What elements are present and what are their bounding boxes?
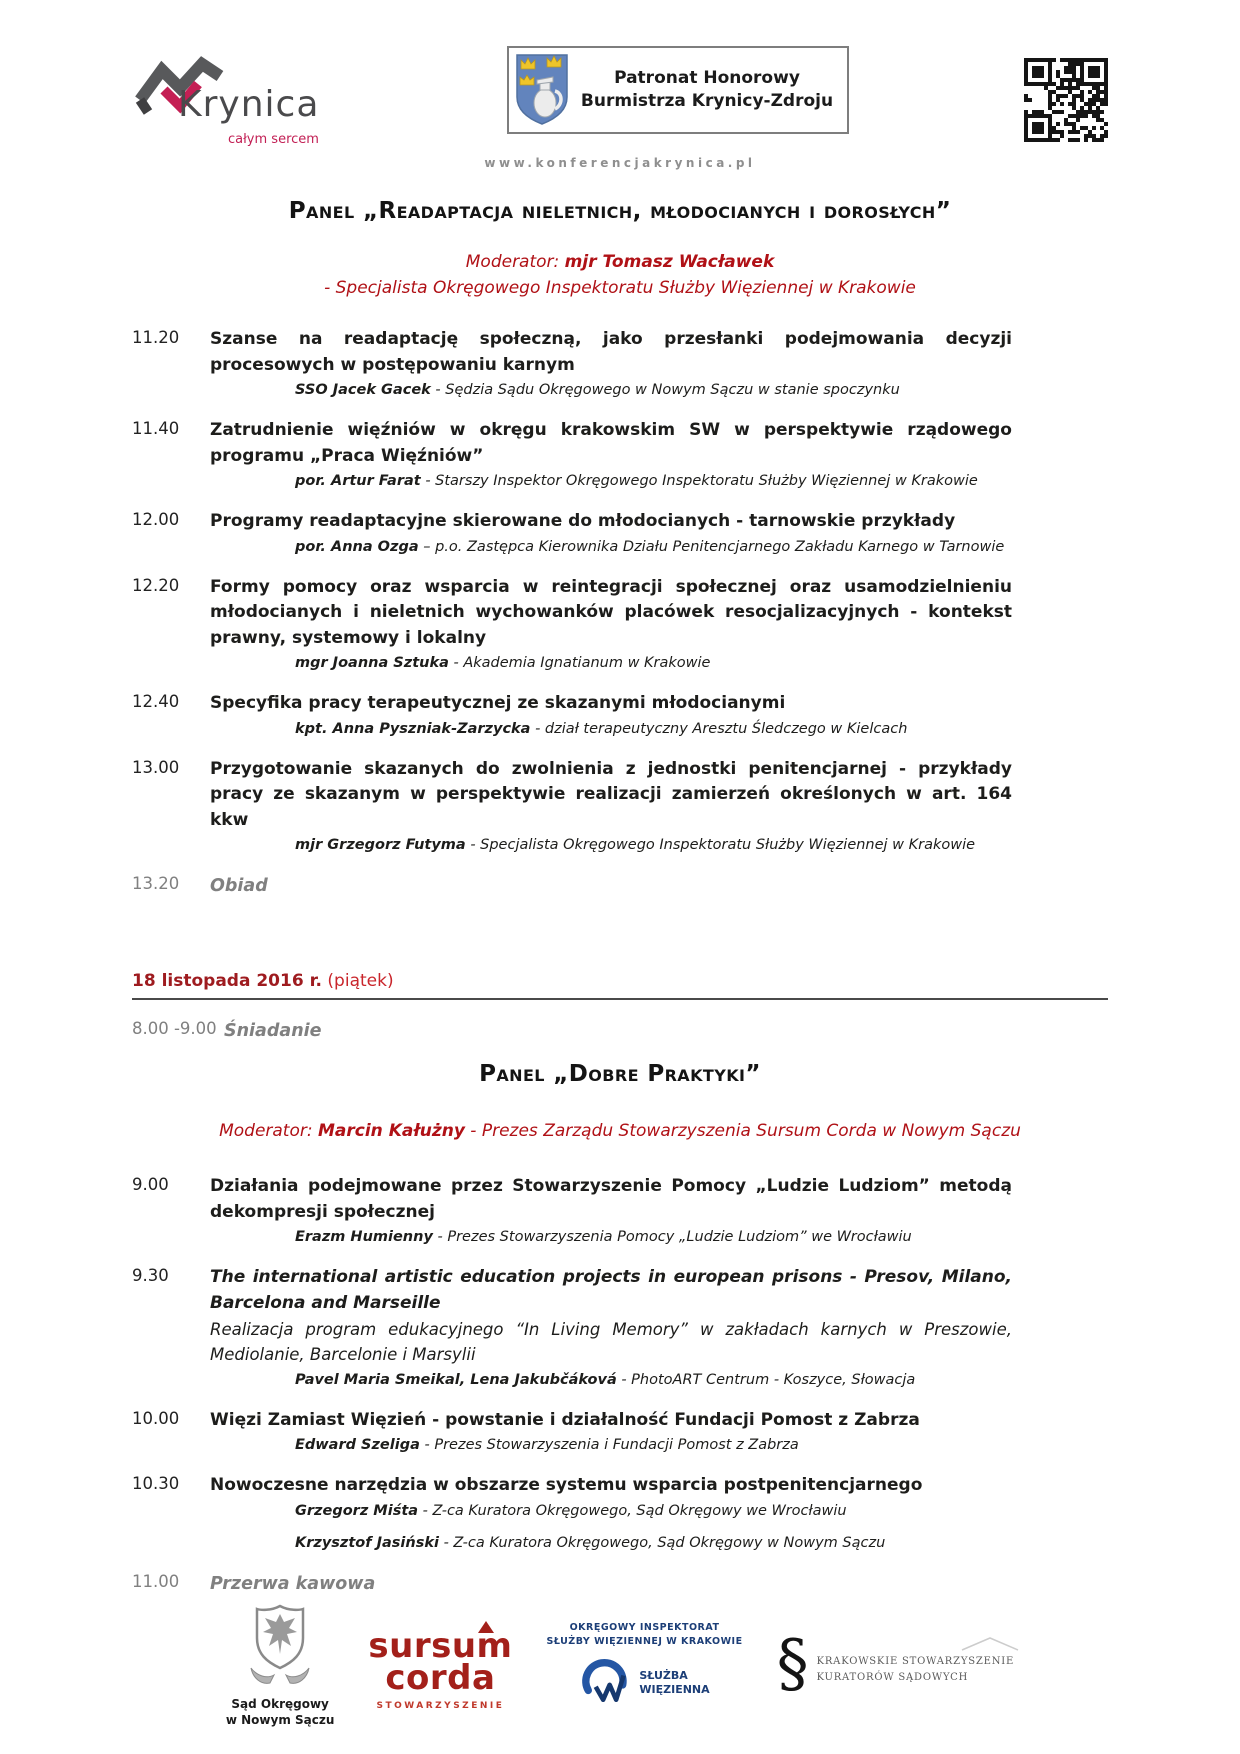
schedule-item [132,418,1108,489]
qr-code [1024,58,1108,142]
panel1-title: Panel „Readaptacja nieletnich, młodocianych i dorosłych” [288,198,952,224]
panel1-moderator [132,250,1108,301]
item-time: 13.20 [132,874,180,893]
court-eagle-icon [245,1602,315,1690]
corda-text: corda [385,1657,496,1698]
item-time: 12.20 [132,575,180,595]
item-speaker: Edward Szeliga - Prezes Stowarzyszenia i Fundacji Pomost z Zabrza [295,1437,799,1453]
krynica-logo-tagline: całym sercem [228,132,319,147]
date-text: 18 listopada 2016 r. [132,971,323,992]
item-time: 11.20 [132,328,180,347]
item-time: 12.40 [132,692,180,711]
court-caption-line2: w Nowym Sączu [225,1712,335,1727]
date-divider-rule [132,998,1108,1000]
item-title: Przygotowanie skazanych do zwolnienia z jednostki penitencjarnej - przykłady pracy ze skazanym w perspektywie realizacji zamierzeń określonych w art. 164 kkw [210,758,1012,830]
item-time: 12.00 [132,510,180,529]
item-time: 10.00 [132,1408,180,1428]
prison-top-line2: SŁUŻBY WIĘZIENNEJ W KRAKOWIE [546,1635,743,1647]
patronat-line2: Burmistrza Krynicy-Zdroju [580,91,834,111]
patronat-line1: Patronat Honorowy [614,68,800,89]
panel2-moderator: Moderator: Marcin Kałużny - Prezes Zarządu Stowarzyszenia Sursum Corda w Nowym Sączu [219,1120,1021,1141]
prison-service-icon [579,1657,631,1709]
item-time: 8.00 -9.00 [132,1019,217,1039]
panel1-schedule [132,327,1108,899]
item-speaker: por. Anna Ozga – p.o. Zastępca Kierownika Działu Penitencjarnego Zakładu Karnego w Tarnowie [295,538,1005,555]
panel2-title: Panel „Dobre Praktyki” [479,1060,761,1087]
schedule-item [132,1408,1108,1454]
prison-bottom-line1: SŁUŻBA [639,1668,688,1682]
item-title: Śniadanie [224,1021,322,1042]
item-speaker: kpt. Anna Pyszniak-Zarzycka - dział terapeutyczny Aresztu Śledczego w Kielcach [295,720,908,737]
schedule-item [132,1265,1108,1388]
schedule-item-breakfast [132,1018,1108,1044]
item-time: 11.00 [132,1571,180,1591]
prison-top-line1: OKRĘGOWY INSPEKTORAT [569,1621,720,1633]
item-speaker: mgr Joanna Sztuka - Akademia Ignatianum w Krakowie [295,655,711,671]
schedule-item-break [132,873,1108,899]
item-title: Obiad [210,876,268,896]
panel2-schedule [132,1174,1108,1597]
item-speaker: Grzegorz Miśta - Z-ca Kuratora Okręgowego, Sąd Okręgowy we Wrocławiu [295,1502,847,1519]
paragraph-symbol-icon: § [776,1627,809,1702]
item-time: 13.00 [132,757,180,777]
item-speaker: mjr Grzegorz Futyma - Specjalista Okręgowego Inspektoratu Służby Więziennej w Krakowie [295,837,976,853]
sursum-subtitle: STOWARZYSZENIE [376,1700,505,1711]
item-speaker: Pavel Maria Smeikal, Lena Jakubčáková - PhotoART Centrum - Koszyce, Słowacja [295,1371,916,1388]
krynica-coat-of-arms-icon [515,53,569,127]
item-title: Działania podejmowane przez Stowarzyszenie Pomocy „Ludzie Ludziom” metodą dekompresji społecznej [210,1176,1012,1222]
prison-bottom-line2: WIĘZIENNA [639,1683,710,1697]
item-time: 9.00 [132,1175,169,1194]
schedule-item [132,575,1108,672]
patronat-badge [507,46,849,134]
item-title: Nowoczesne narzędzia w obszarze systemu wsparcia postpenitencjarnego [210,1475,923,1495]
item-subtitle: Realizacja program edukacyjnego “In Living Memory” w zakładach karnych w Preszowie, Mediolanie, Barcelonie i Marsylii [210,1320,1012,1364]
schedule-item [132,327,1108,398]
item-speaker: por. Artur Farat - Starszy Inspektor Okręgowego Inspektoratu Służby Więziennej w Krakowie [295,473,978,489]
item-title: The international artistic education projects in european prisons - Presov, Milano, Barcelona and Marseille [210,1267,1012,1313]
date-heading [132,971,1108,991]
item-time: 11.40 [132,419,180,438]
item-speaker: Erazm Humienny - Prezes Stowarzyszenia Pomocy „Ludzie Ludziom” we Wrocławiu [295,1229,912,1245]
website-url: www.konferencjakrynica.pl [484,156,756,170]
item-title: Specyfika pracy terapeutycznej ze skazanymi młodocianymi [210,693,786,713]
heart-icon [478,1621,494,1633]
item-time: 10.30 [132,1474,180,1493]
schedule-item-break [132,1571,1108,1597]
kurator-association-logo [776,1627,1015,1702]
page-header [132,40,1108,148]
sursum-text: sursum [368,1626,513,1667]
schedule-item [132,691,1108,737]
item-speaker: SSO Jacek Gacek - Sędzia Sądu Okręgowego w Nowym Sączu w stanie spoczynku [295,382,900,398]
mountain-line-icon [960,1636,1020,1652]
item-title: Programy readaptacyjne skierowane do młodocianych - tarnowskie przykłady [210,511,956,531]
schedule-item [132,757,1108,854]
krynica-logo [132,48,332,148]
court-logo [226,1602,335,1728]
weekday-text: (piątek) [322,971,394,992]
schedule-item [132,1174,1108,1245]
panel1-moderator-line2: - Specjalista Okręgowego Inspektoratu Służby Więziennej w Krakowie [324,277,916,298]
item-title: Formy pomocy oraz wsparcia w reintegracji społecznej oraz usamodzielnieniu młodocianych i nieletnich wychowanków placówek resocjalizacyjnych - kontekst prawny, systemowy i lokalny [210,576,1012,648]
item-time: 9.30 [132,1266,169,1285]
kurator-line2: KURATORÓW SĄDOWYCH [816,1671,969,1683]
item-speaker: Krzysztof Jasiński - Z-ca Kuratora Okręgowego, Sąd Okręgowy w Nowym Sączu [295,1534,886,1551]
prison-service-logo [546,1621,742,1710]
krynica-logo-text: Krynica [178,84,320,125]
schedule-item [132,1473,1108,1551]
item-title: Szanse na readaptację społeczną, jako przesłanki podejmowania decyzji procesowych w postępowaniu karnym [210,329,1012,375]
item-title: Więzi Zamiast Więzień - powstanie i działalność Fundacji Pomost z Zabrza [210,1409,920,1430]
item-title: Zatrudnienie więźniów w okręgu krakowskim SW w perspektywie rządowego programu „Praca Więźniów” [210,420,1012,466]
panel1-moderator-line1: Moderator: mjr Tomasz Wacławek [465,252,775,272]
item-title: Przerwa kawowa [210,1573,376,1594]
footer-logos [0,1602,1240,1728]
schedule-item [132,509,1108,555]
court-caption-line1: Sąd Okręgowy [231,1696,329,1711]
kurator-line1: KRAKOWSKIE STOWARZYSZENIE [816,1655,1015,1667]
sursum-corda-logo [368,1619,512,1710]
